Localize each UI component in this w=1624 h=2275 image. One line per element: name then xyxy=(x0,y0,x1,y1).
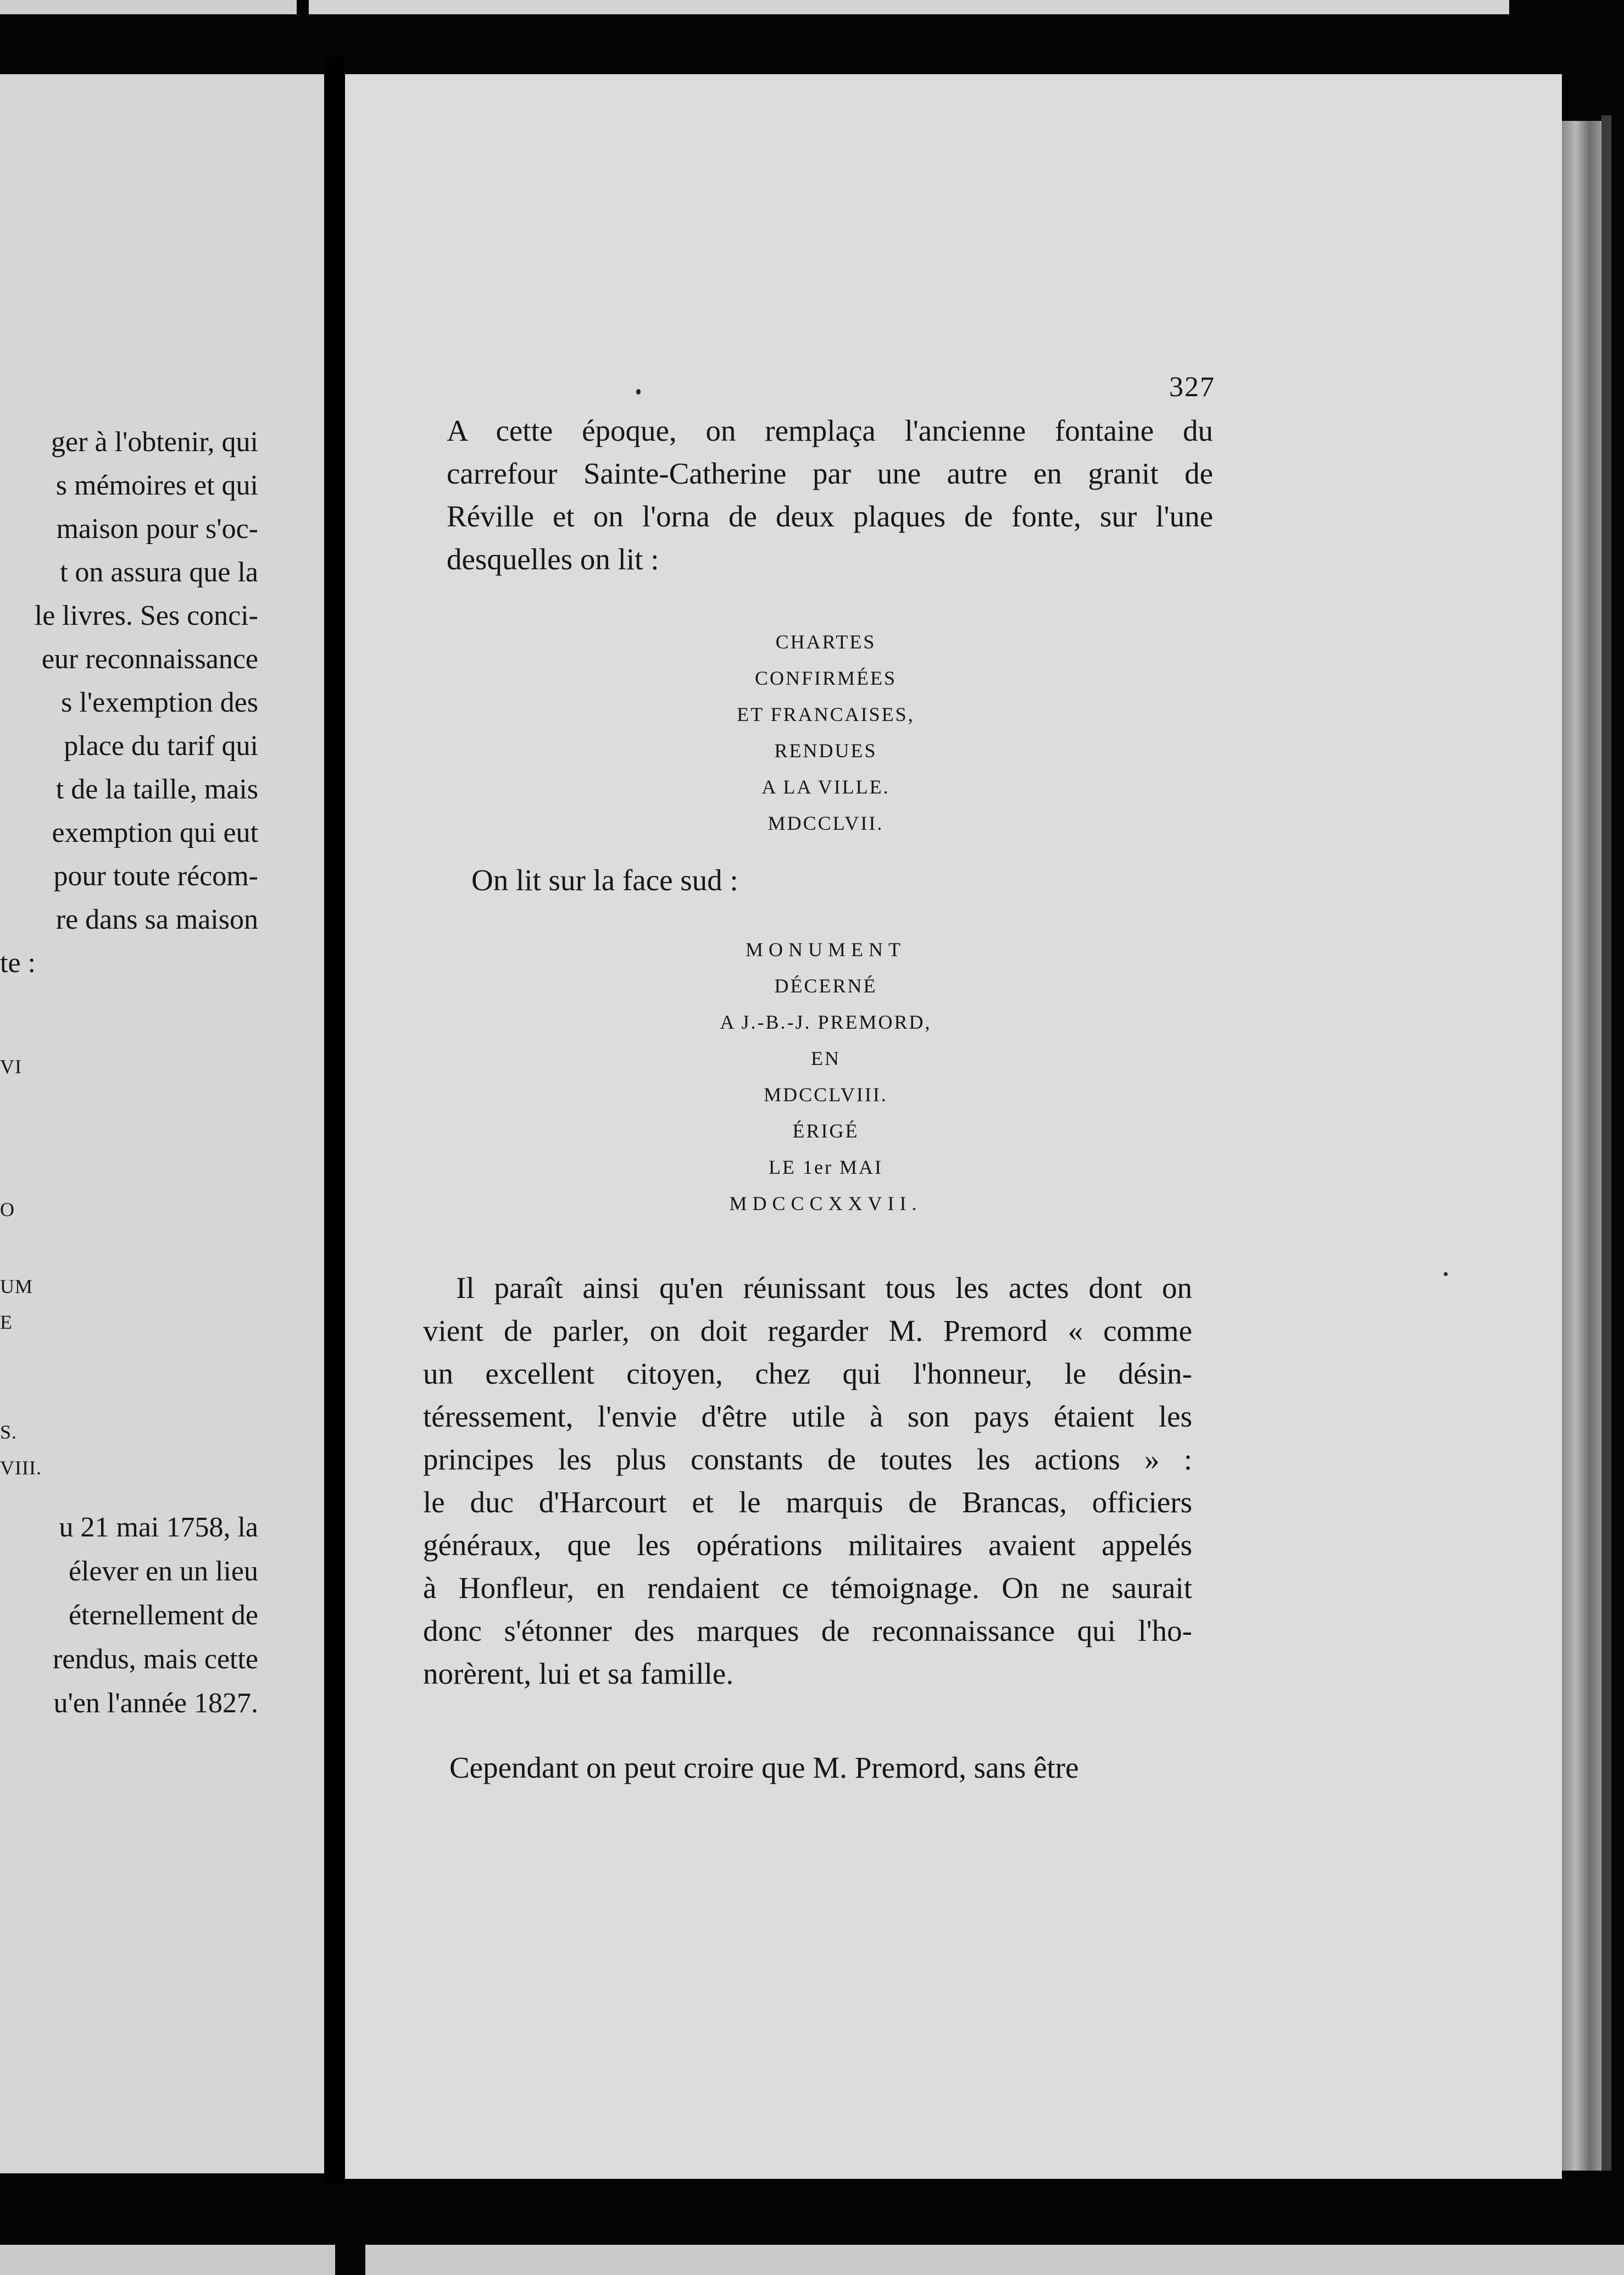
paragraph-3 xyxy=(423,1267,1192,1695)
paragraph-line: carrefour Sainte-Catherine par une autre en granit de xyxy=(447,457,1213,490)
inscription-line: A LA VILLE. xyxy=(761,776,890,798)
inscription-line: MDCCLVII. xyxy=(767,812,884,834)
inscription-line: MDCCLVIII. xyxy=(764,1084,888,1106)
left-text-line: s l'exemption des xyxy=(61,687,258,718)
paragraph-line: Il paraît ainsi qu'en réunissant tous les actes dont on xyxy=(456,1271,1192,1305)
inscription-line: MDCCCXXVII. xyxy=(729,1192,922,1214)
left-inscription-fragment: O xyxy=(0,1198,15,1220)
inscription-line: DÉCERNÉ xyxy=(774,975,877,997)
paragraph-line: Réville et on l'orna de deux plaques de fonte, sur l'une xyxy=(447,500,1213,533)
paragraph-line: norèrent, lui et sa famille. xyxy=(423,1657,734,1690)
paragraph-line: A cette époque, on remplaça l'ancienne fontaine du xyxy=(447,414,1213,447)
inscription-line: A J.-B.-J. PREMORD, xyxy=(720,1011,932,1033)
paragraph-4: Cependant on peut croire que M. Premord, sans être xyxy=(449,1751,1079,1784)
left-inscription-fragment: E xyxy=(0,1311,13,1333)
inscription-line: ET FRANCAISES, xyxy=(737,703,915,725)
left-inscription-fragment: S. xyxy=(0,1421,18,1443)
paragraph-line: le duc d'Harcourt et le marquis de Brancas, officiers xyxy=(423,1485,1192,1519)
left-text-line: u 21 mai 1758, la xyxy=(59,1512,258,1543)
inscription-line: LE 1er MAI xyxy=(769,1156,883,1178)
left-text-line: t de la taille, mais xyxy=(55,774,258,805)
left-inscription-fragment: UM xyxy=(0,1275,34,1297)
book-gutter xyxy=(324,58,345,2184)
left-text-line: eur reconnaissance xyxy=(41,643,258,675)
paragraph-line: généraux, que les opérations militaires avaient appelés xyxy=(423,1528,1192,1562)
left-text-line: élever en un lieu xyxy=(68,1556,258,1587)
inscription-chartes xyxy=(397,624,1254,841)
left-text-line: ger à l'obtenir, qui xyxy=(51,426,258,458)
adjacent-page-strip-top-left xyxy=(0,0,297,14)
inscription-line: RENDUES xyxy=(774,740,877,762)
left-inscription-fragment: VI xyxy=(0,1056,22,1078)
left-text-line: pour toute récom- xyxy=(53,861,258,892)
paragraph-line: téressement, l'envie d'être utile à son pays étaient les xyxy=(423,1400,1192,1433)
left-text-line: t on assura que la xyxy=(59,557,258,588)
paragraph-line: desquelles on lit : xyxy=(447,542,659,576)
left-text-line: maison pour s'oc- xyxy=(56,513,258,545)
left-text-line: éternellement de xyxy=(68,1600,258,1631)
inscription-line: CHARTES xyxy=(775,631,876,653)
inscription-line: ÉRIGÉ xyxy=(792,1120,859,1142)
paragraph-line: vient de parler, on doit regarder M. Premord « comme xyxy=(423,1314,1192,1347)
left-text-line: s mémoires et qui xyxy=(55,470,258,501)
paragraph-line: un excellent citoyen, chez qui l'honneur, le désin- xyxy=(423,1357,1192,1390)
left-text-line: le livres. Ses conci- xyxy=(34,600,258,631)
left-page xyxy=(0,74,324,2173)
book-page-edges xyxy=(1562,121,1601,2171)
adjacent-page-strip-bottom-right xyxy=(365,2245,1624,2275)
inscription-monument xyxy=(397,931,1254,1222)
right-page xyxy=(345,74,1562,2179)
page-number: 327 xyxy=(1169,371,1215,403)
left-inscription-fragment: VIII. xyxy=(0,1457,42,1479)
inscription-line: EN xyxy=(811,1047,841,1069)
left-text-line: exemption qui eut xyxy=(52,817,258,848)
paragraph-2: On lit sur la face sud : xyxy=(471,863,738,897)
inscription-line: CONFIRMÉES xyxy=(754,667,897,689)
left-text-line: te : xyxy=(0,947,36,979)
paragraph-line: à Honfleur, en rendaient ce témoignage. On ne saurait xyxy=(423,1571,1192,1605)
paragraph-line: donc s'étonner des marques de reconnaissance qui l'ho- xyxy=(423,1614,1192,1647)
adjacent-page-strip-bottom-left xyxy=(0,2245,335,2275)
left-text-line: place du tarif qui xyxy=(64,730,258,762)
left-text-line: rendus, mais cette xyxy=(53,1644,258,1675)
left-text-line: u'en l'année 1827. xyxy=(53,1688,258,1719)
inscription-line: MONUMENT xyxy=(746,939,906,961)
paragraph-1 xyxy=(447,409,1213,581)
print-speck xyxy=(636,389,641,395)
print-speck xyxy=(1444,1272,1448,1276)
adjacent-page-strip-top-right xyxy=(309,0,1509,14)
book-cover-edge xyxy=(1601,115,1611,2171)
paragraph-line: principes les plus constants de toutes les actions » : xyxy=(423,1442,1192,1476)
left-text-line: re dans sa maison xyxy=(55,904,258,935)
